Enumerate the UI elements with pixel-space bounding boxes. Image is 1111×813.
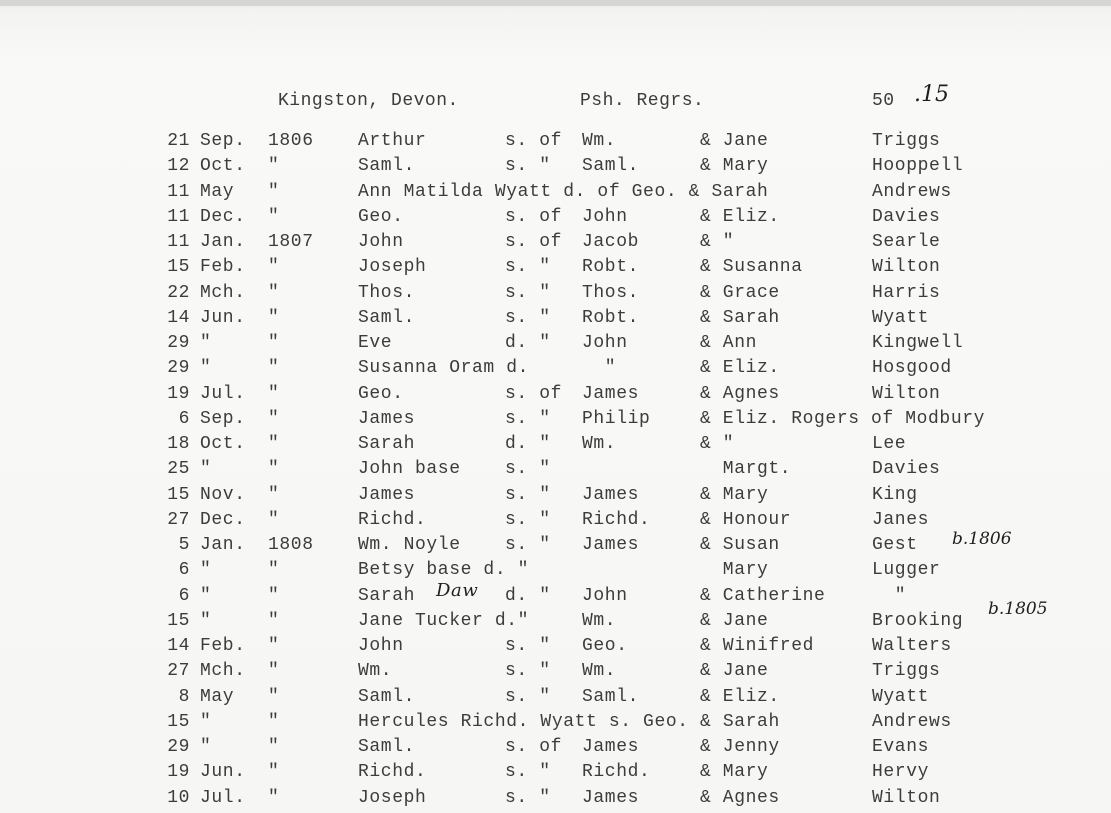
entry-day: 10: [167, 787, 190, 808]
entry-child-name: Saml.: [358, 307, 416, 328]
register-entry-row: [0, 579, 1111, 611]
entry-mother: & Susan: [700, 535, 780, 555]
register-entry-row: [0, 737, 1111, 762]
entry-surname: Brooking: [872, 610, 964, 631]
entry-mother: & Mary: [700, 762, 769, 783]
entry-father: Wm.: [582, 434, 617, 454]
entry-mother: & ": [700, 434, 735, 454]
entry-relation: s. of: [505, 206, 563, 227]
entry-father: Saml.: [582, 156, 640, 177]
entry-child-name: Jane Tucker d.": [358, 610, 530, 631]
entry-child-name: Wm. Noyle: [358, 535, 461, 555]
entry-month: ": [200, 459, 212, 480]
entry-year: ": [268, 661, 280, 682]
register-entry-row: [0, 283, 1111, 308]
entry-handwritten-note: b.1805: [988, 598, 1048, 619]
entry-mother: & Eliz.: [700, 686, 780, 707]
entry-relation: d. ": [505, 333, 551, 353]
entry-father: Philip: [582, 408, 651, 429]
entry-father: James: [582, 535, 640, 555]
entry-child-name: Betsy base d. ": [358, 560, 530, 581]
entry-child-name: Arthur: [358, 131, 427, 151]
entry-day: 5: [178, 535, 190, 555]
entry-month: May: [200, 686, 235, 707]
entry-child-name: Thos.: [358, 282, 416, 303]
register-entry-row: [0, 156, 1111, 181]
entry-relation: d. ": [505, 585, 551, 606]
entry-mother: & Sarah: [700, 307, 780, 328]
entry-day: 11: [167, 206, 190, 227]
entry-mother: & Ann: [700, 333, 758, 353]
entry-year: 1807: [268, 232, 314, 252]
entry-day: 19: [167, 383, 190, 404]
entry-child-name: Joseph: [358, 787, 427, 808]
entry-child-name: Geo.: [358, 383, 404, 404]
entry-mother: & Eliz.: [700, 206, 780, 227]
entry-father: James: [582, 484, 640, 505]
entry-mother: & Jane: [700, 610, 769, 631]
entry-child-name: John: [358, 636, 404, 656]
entry-child-name: James: [358, 484, 416, 505]
entry-year: ": [268, 762, 280, 783]
entry-month: Feb.: [200, 636, 246, 656]
entry-day: 12: [167, 156, 190, 177]
entry-month: ": [200, 737, 212, 757]
entry-surname: Kingwell: [872, 333, 964, 353]
entry-mother: & Jane: [700, 131, 769, 151]
entry-day: 29: [167, 333, 190, 353]
entry-day: 11: [167, 181, 190, 202]
register-entry-row: [0, 257, 1111, 282]
entry-surname: King: [872, 484, 918, 505]
entry-month: Dec.: [200, 206, 246, 227]
header-page-handwritten: .15: [914, 82, 949, 107]
entry-relation: s. ": [505, 762, 551, 783]
entry-surname: Janes: [872, 509, 930, 530]
entry-day: 27: [167, 509, 190, 530]
entry-relation: s. ": [505, 686, 551, 707]
entry-child-name: Saml.: [358, 686, 416, 707]
entry-mother: & Mary: [700, 156, 769, 177]
entry-day: 15: [167, 711, 190, 732]
entry-month: Sep.: [200, 408, 246, 429]
entry-day: 21: [167, 131, 190, 151]
entry-year: ": [268, 636, 280, 656]
header-place: Kingston, Devon.: [278, 91, 459, 111]
entry-handwritten-insert: Daw: [436, 579, 479, 601]
entry-relation: s. of: [505, 131, 563, 151]
entry-month: Jan.: [200, 232, 246, 252]
register-entry-row: [0, 459, 1111, 484]
entry-day: 6: [178, 408, 190, 429]
entry-month: ": [200, 560, 212, 581]
entry-surname: Andrews: [872, 181, 952, 202]
entry-year: ": [268, 257, 280, 278]
entry-surname: Wyatt: [872, 686, 930, 707]
entry-day: 27: [167, 661, 190, 682]
entry-month: ": [200, 585, 212, 606]
register-entry-row: [0, 308, 1111, 333]
entry-surname: Evans: [872, 737, 930, 757]
entry-month: May: [200, 181, 235, 202]
entry-father: Wm.: [582, 131, 617, 151]
entry-month: Dec.: [200, 509, 246, 530]
entry-day: 15: [167, 257, 190, 278]
entry-relation: s. ": [505, 509, 551, 530]
entry-day: 29: [167, 737, 190, 757]
entry-surname: Wilton: [872, 787, 941, 808]
entry-surname: Hosgood: [872, 358, 952, 379]
entry-month: Mch.: [200, 282, 246, 303]
entry-surname: Wilton: [872, 257, 941, 278]
entry-father: John: [582, 333, 628, 353]
entry-mother: Mary: [700, 560, 769, 581]
entry-year: ": [268, 383, 280, 404]
entry-surname: Walters: [872, 636, 952, 656]
entry-father: Wm.: [582, 610, 617, 631]
register-entry-row: [0, 232, 1111, 257]
entry-month: Oct.: [200, 156, 246, 177]
entry-year: ": [268, 307, 280, 328]
entry-month: Nov.: [200, 484, 246, 505]
register-entry-row: [0, 712, 1111, 737]
register-entry-row: [0, 560, 1111, 585]
entry-surname: Hooppell: [872, 156, 964, 177]
entry-day: 14: [167, 307, 190, 328]
entry-father: Jacob: [582, 232, 640, 252]
entry-surname: Lugger: [872, 560, 941, 581]
register-entry-row: [0, 409, 1111, 434]
entry-child-name: Richd.: [358, 762, 427, 783]
entry-year: ": [268, 737, 280, 757]
register-entry-row: [0, 529, 1111, 560]
entry-father: Richd.: [582, 762, 651, 783]
entry-mother: & Grace: [700, 282, 780, 303]
header-page-typed: 50: [872, 91, 895, 111]
entry-surname: Wilton: [872, 383, 941, 404]
entry-father: Saml.: [582, 686, 640, 707]
entry-relation: s. of: [505, 737, 563, 757]
entry-relation: s. ": [505, 787, 551, 808]
page-top-edge: [0, 0, 1111, 6]
entry-child-name: Wm.: [358, 661, 393, 682]
register-entry-row: [0, 485, 1111, 510]
entry-child-name: John base: [358, 459, 461, 480]
entry-surname: Gest: [872, 535, 918, 555]
header-register: Psh. Regrs.: [580, 91, 705, 111]
register-entry-row: [0, 636, 1111, 661]
entry-day: 18: [167, 434, 190, 454]
entry-year: ": [268, 787, 280, 808]
entry-child-name: Hercules Richd. Wyatt s. Geo. & Sarah: [358, 711, 780, 732]
entry-month: Jan.: [200, 535, 246, 555]
entry-relation: s. ": [505, 257, 551, 278]
entry-child-name: Joseph: [358, 257, 427, 278]
entry-surname: Searle: [872, 232, 941, 252]
entry-surname: Lee: [872, 434, 907, 454]
entry-relation: s. ": [505, 636, 551, 656]
entry-father: Richd.: [582, 509, 651, 530]
entry-month: Sep.: [200, 131, 246, 151]
register-entry-row: [0, 207, 1111, 232]
entry-father: James: [582, 737, 640, 757]
entry-year: ": [268, 408, 280, 429]
entry-year: ": [268, 585, 280, 606]
entry-surname: Davies: [872, 206, 941, 227]
register-entry-row: [0, 598, 1111, 636]
entry-mother: & Eliz.: [700, 358, 780, 379]
entry-father: Thos.: [582, 282, 640, 303]
register-entry-row: [0, 131, 1111, 156]
register-entry-row: [0, 510, 1111, 535]
entry-year: ": [268, 711, 280, 732]
entry-relation: s. of: [505, 232, 563, 252]
entry-year: ": [268, 434, 280, 454]
entry-relation: d. ": [505, 434, 551, 454]
entry-month: ": [200, 711, 212, 732]
entry-day: 29: [167, 358, 190, 379]
register-entry-row: [0, 762, 1111, 787]
register-entry-row: [0, 687, 1111, 712]
entry-day: 15: [167, 610, 190, 631]
entry-child-name: Richd.: [358, 509, 427, 530]
entry-surname: Triggs: [872, 661, 941, 682]
entry-mother: & Jane: [700, 661, 769, 682]
entry-year: ": [268, 509, 280, 530]
entry-month: Jul.: [200, 787, 246, 808]
entry-year: ": [268, 610, 280, 631]
register-entry-row: [0, 661, 1111, 686]
entry-mother: & Jenny: [700, 737, 780, 757]
entry-mother: & Catherine: [700, 585, 826, 606]
entry-surname: ": [872, 585, 907, 606]
entry-month: ": [200, 610, 212, 631]
entry-child-name: Ann Matilda Wyatt d. of Geo. & Sarah: [358, 181, 769, 202]
entry-mother: & ": [700, 232, 735, 252]
entry-father: Wm.: [582, 661, 617, 682]
entry-day: 19: [167, 762, 190, 783]
entry-father: Geo.: [582, 636, 628, 656]
entry-mother: & Susanna: [700, 257, 803, 278]
entry-child-name: Eve: [358, 333, 393, 353]
entry-relation: s. ": [505, 484, 551, 505]
entry-relation: s. ": [505, 661, 551, 682]
entry-day: 6: [178, 585, 190, 606]
entry-father: ": [582, 358, 617, 379]
entry-year: ": [268, 282, 280, 303]
entry-relation: s. ": [505, 282, 551, 303]
entry-mother: & Honour: [700, 509, 792, 530]
entry-day: 11: [167, 232, 190, 252]
entry-surname: Wyatt: [872, 307, 930, 328]
entry-mother: & Agnes: [700, 383, 780, 404]
entry-day: 25: [167, 459, 190, 480]
entry-surname: Andrews: [872, 711, 952, 732]
entry-child-name: Sarah: [358, 585, 416, 606]
entry-month: ": [200, 333, 212, 353]
entry-year: ": [268, 686, 280, 707]
entry-mother: & Eliz. Rogers of Modbury: [700, 408, 986, 429]
entry-year: ": [268, 181, 280, 202]
register-entry-row: [0, 358, 1111, 383]
entry-child-name: Geo.: [358, 206, 404, 227]
entry-year: ": [268, 156, 280, 177]
register-entry-row: [0, 384, 1111, 409]
register-entry-row: [0, 333, 1111, 358]
entry-day: 8: [178, 686, 190, 707]
entry-year: ": [268, 484, 280, 505]
entry-year: ": [268, 206, 280, 227]
entry-relation: s. ": [505, 459, 551, 480]
entry-mother: & Winifred: [700, 636, 815, 656]
entry-relation: s. ": [505, 156, 551, 177]
entry-father: John: [582, 206, 628, 227]
entry-year: ": [268, 358, 280, 379]
entry-year: ": [268, 333, 280, 353]
entry-month: Feb.: [200, 257, 246, 278]
entry-child-name: Saml.: [358, 737, 416, 757]
entry-day: 6: [178, 560, 190, 581]
entry-child-name: Saml.: [358, 156, 416, 177]
entry-year: 1806: [268, 131, 314, 151]
register-entry-row: [0, 182, 1111, 207]
entry-child-name: Susanna Oram d.: [358, 358, 530, 379]
entry-relation: s. ": [505, 307, 551, 328]
entry-father: John: [582, 585, 628, 606]
entry-father: James: [582, 383, 640, 404]
entry-mother: & Mary: [700, 484, 769, 505]
entry-day: 14: [167, 636, 190, 656]
entry-relation: s. ": [505, 535, 551, 555]
entry-year: ": [268, 459, 280, 480]
entry-child-name: John: [358, 232, 404, 252]
entry-mother: Margt.: [700, 459, 792, 480]
entry-month: Mch.: [200, 661, 246, 682]
entry-surname: Harris: [872, 282, 941, 303]
entry-year: ": [268, 560, 280, 581]
entry-surname: Davies: [872, 459, 941, 480]
entry-surname: Triggs: [872, 131, 941, 151]
entry-relation: s. ": [505, 408, 551, 429]
entry-surname: Hervy: [872, 762, 930, 783]
entry-month: Jun.: [200, 762, 246, 783]
entry-month: Jun.: [200, 307, 246, 328]
entry-year: 1808: [268, 535, 314, 555]
entry-month: Oct.: [200, 434, 246, 454]
entry-day: 22: [167, 282, 190, 303]
entry-father: Robt.: [582, 307, 640, 328]
entry-relation: s. of: [505, 383, 563, 404]
register-entry-row: [0, 434, 1111, 459]
entry-handwritten-note: b.1806: [952, 529, 1012, 549]
entry-mother: & Agnes: [700, 787, 780, 808]
entry-month: Jul.: [200, 383, 246, 404]
entry-father: Robt.: [582, 257, 640, 278]
entry-child-name: Sarah: [358, 434, 416, 454]
entry-father: James: [582, 787, 640, 808]
entry-month: ": [200, 358, 212, 379]
entry-day: 15: [167, 484, 190, 505]
entry-child-name: James: [358, 408, 416, 429]
